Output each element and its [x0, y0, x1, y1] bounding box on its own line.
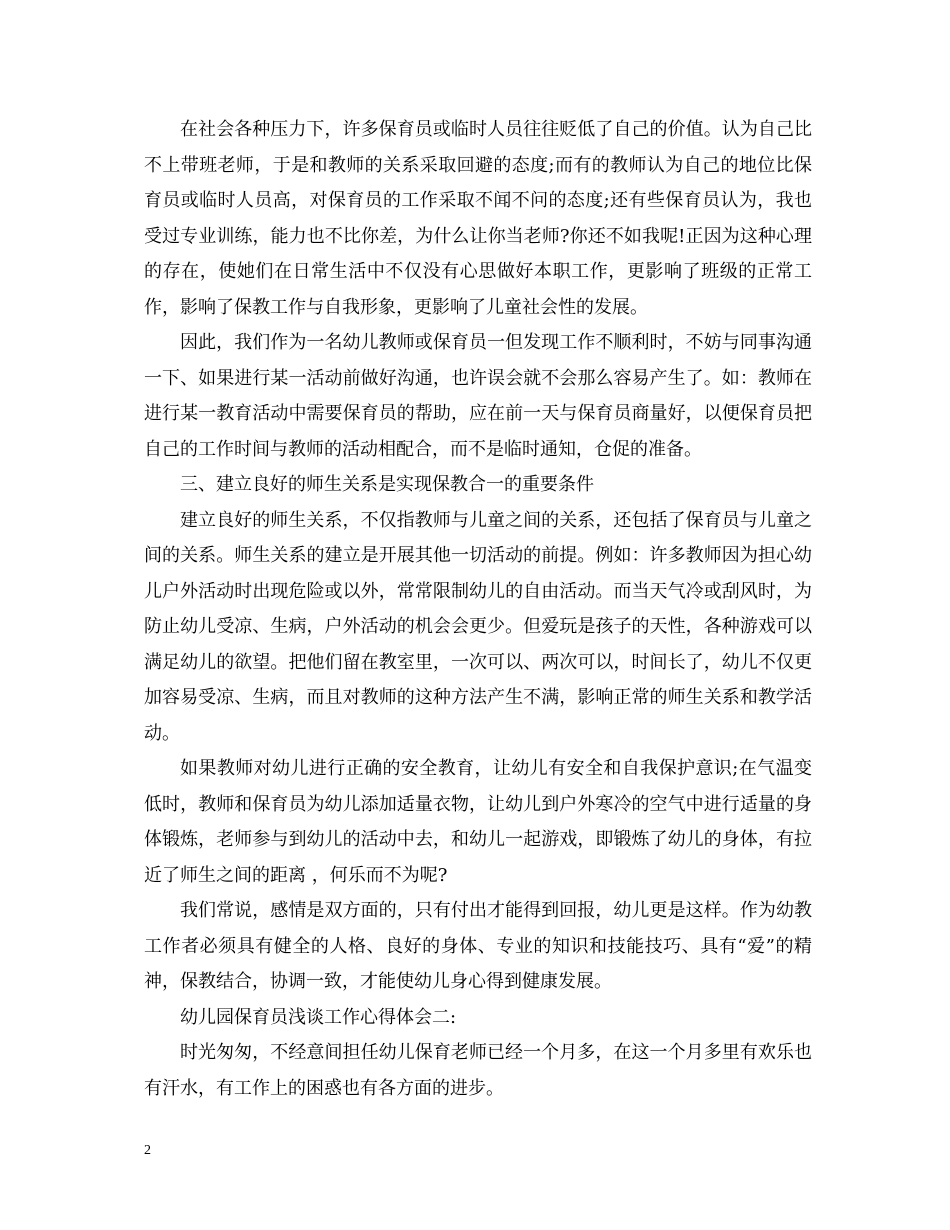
paragraph-2: 因此，我们作为一名幼儿教师或保育员一但发现工作不顺利时，不妨与同事沟通一下、如果进行某一活动前做好沟通，也许误会就不会那么容易产生了。如：教师在进行某一教育活动中需要保育员的帮助，应在前一天与保育员商量好，以便保育员把自己的工作时间与教师的活动相配合，而不是临时通知，仓促的准备。 [144, 332, 812, 460]
page-number: 2 [144, 1143, 151, 1158]
section-heading-3: 三、建立良好的师生关系是实现保教合一的重要条件 [180, 474, 594, 495]
paragraph-4: 建立良好的师生关系，不仅指教师与儿童之间的关系，还包括了保育员与儿童之间的关系。师生关系的建立是开展其他一切活动的前提。例如：许多教师因为担心幼儿户外活动时出现危险或以外，常常限制幼儿的自由活动。而当天气冷或刮风时，为防止幼儿受凉、生病，户外活动的机会会更少。但爱玩是孩子的天性，各种游戏可以满足幼儿的欲望。把他们留在教室里，一次可以、两次可以，时间长了，幼儿不仅更加容易受凉、生病，而且对教师的这种方法产生不满，影响正常的师生关系和教学活动。 [144, 509, 812, 744]
paragraph-5: 如果教师对幼儿进行正确的安全教育，让幼儿有安全和自我保护意识;在气温变低时，教师和保育员为幼儿添加适量衣物，让幼儿到户外寒冷的空气中进行适量的身体锻炼，老师参与到幼儿的活动中去，和幼儿一起游戏，即锻炼了幼儿的身体，有拉近了师生之间的距离 ，何乐而不为呢? [144, 758, 812, 886]
paragraph-1: 在社会各种压力下，许多保育员或临时人员往往贬低了自己的价值。认为自己比不上带班老师，于是和教师的关系采取回避的态度;而有的教师认为自己的地位比保育员或临时人员高，对保育员的工作采取不闻不问的态度;还有些保育员认为，我也受过专业训练，能力也不比你差，为什么让你当老师?你还不如我呢!正因为这种心理的存在，使她们在日常生活中不仅没有心思做好本职工作，更影响了班级的正常工作，影响了保教工作与自我形象，更影响了儿童社会性的发展。 [144, 119, 812, 318]
subtitle-part-two: 幼儿园保育员浅谈工作心得体会二: [180, 1006, 457, 1028]
paragraph-6: 我们常说，感情是双方面的，只有付出才能得到回报，幼儿更是这样。作为幼教工作者必须具有健全的人格、良好的身体、专业的知识和技能技巧、具有“爱”的精神，保教结合，协调一致，才能使幼儿身心得到健康发展。 [144, 900, 812, 992]
page-body [144, 112, 812, 1106]
paragraph-8: 时光匆匆，不经意间担任幼儿保育老师已经一个月多，在这一个月多里有欢乐也有汗水，有工作上的困惑也有各方面的进步。 [144, 1042, 812, 1099]
